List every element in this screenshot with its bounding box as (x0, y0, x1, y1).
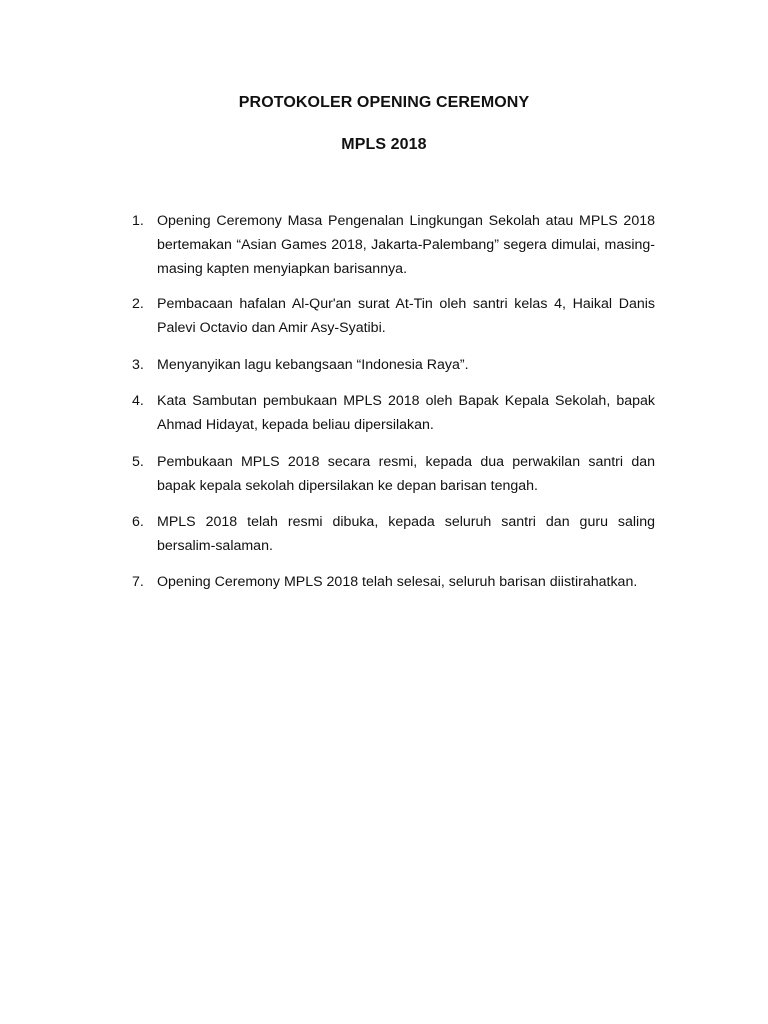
list-item (118, 450, 655, 498)
document-title: PROTOKOLER OPENING CEREMONY (238, 94, 530, 111)
list-item-number: 1. (132, 213, 144, 229)
list-item-number: 3. (132, 357, 144, 373)
list-item (118, 353, 655, 377)
list-item (118, 292, 655, 340)
list-item (118, 209, 655, 281)
list-item-text: Opening Ceremony Masa Pengenalan Lingkungan Sekolah atau MPLS 2018 bertemakan “Asian Games 2018, Jakarta-Palembang” segera dimulai, masing-masing kapten menyiapkan barisannya. (157, 213, 655, 277)
list-item-number: 7. (132, 574, 144, 590)
document-subtitle: MPLS 2018 (341, 136, 427, 153)
list-item-text: MPLS 2018 telah resmi dibuka, kepada seluruh santri dan guru saling bersalim-salaman. (157, 514, 655, 554)
list-item-number: 2. (132, 296, 144, 312)
list-item-text: Pembacaan hafalan Al-Qur'an surat At-Tin oleh santri kelas 4, Haikal Danis Palevi Octavio dan Amir Asy-Syatibi. (157, 296, 655, 336)
list-item-number: 4. (132, 393, 144, 409)
list-item (118, 510, 655, 558)
list-item-text: Kata Sambutan pembukaan MPLS 2018 oleh Bapak Kepala Sekolah, bapak Ahmad Hidayat, kepada beliau dipersilakan. (157, 393, 655, 433)
list-item-text: Pembukaan MPLS 2018 secara resmi, kepada dua perwakilan santri dan bapak kepala sekolah dipersilakan ke depan barisan tengah. (157, 454, 655, 494)
list-item-text: Opening Ceremony MPLS 2018 telah selesai, seluruh barisan diistirahatkan. (157, 574, 638, 590)
list-item-text: Menyanyikan lagu kebangsaan “Indonesia Raya”. (157, 357, 469, 373)
list-item (118, 389, 655, 437)
list-item-number: 5. (132, 454, 144, 470)
list-item-number: 6. (132, 514, 144, 530)
list-item (118, 570, 655, 594)
